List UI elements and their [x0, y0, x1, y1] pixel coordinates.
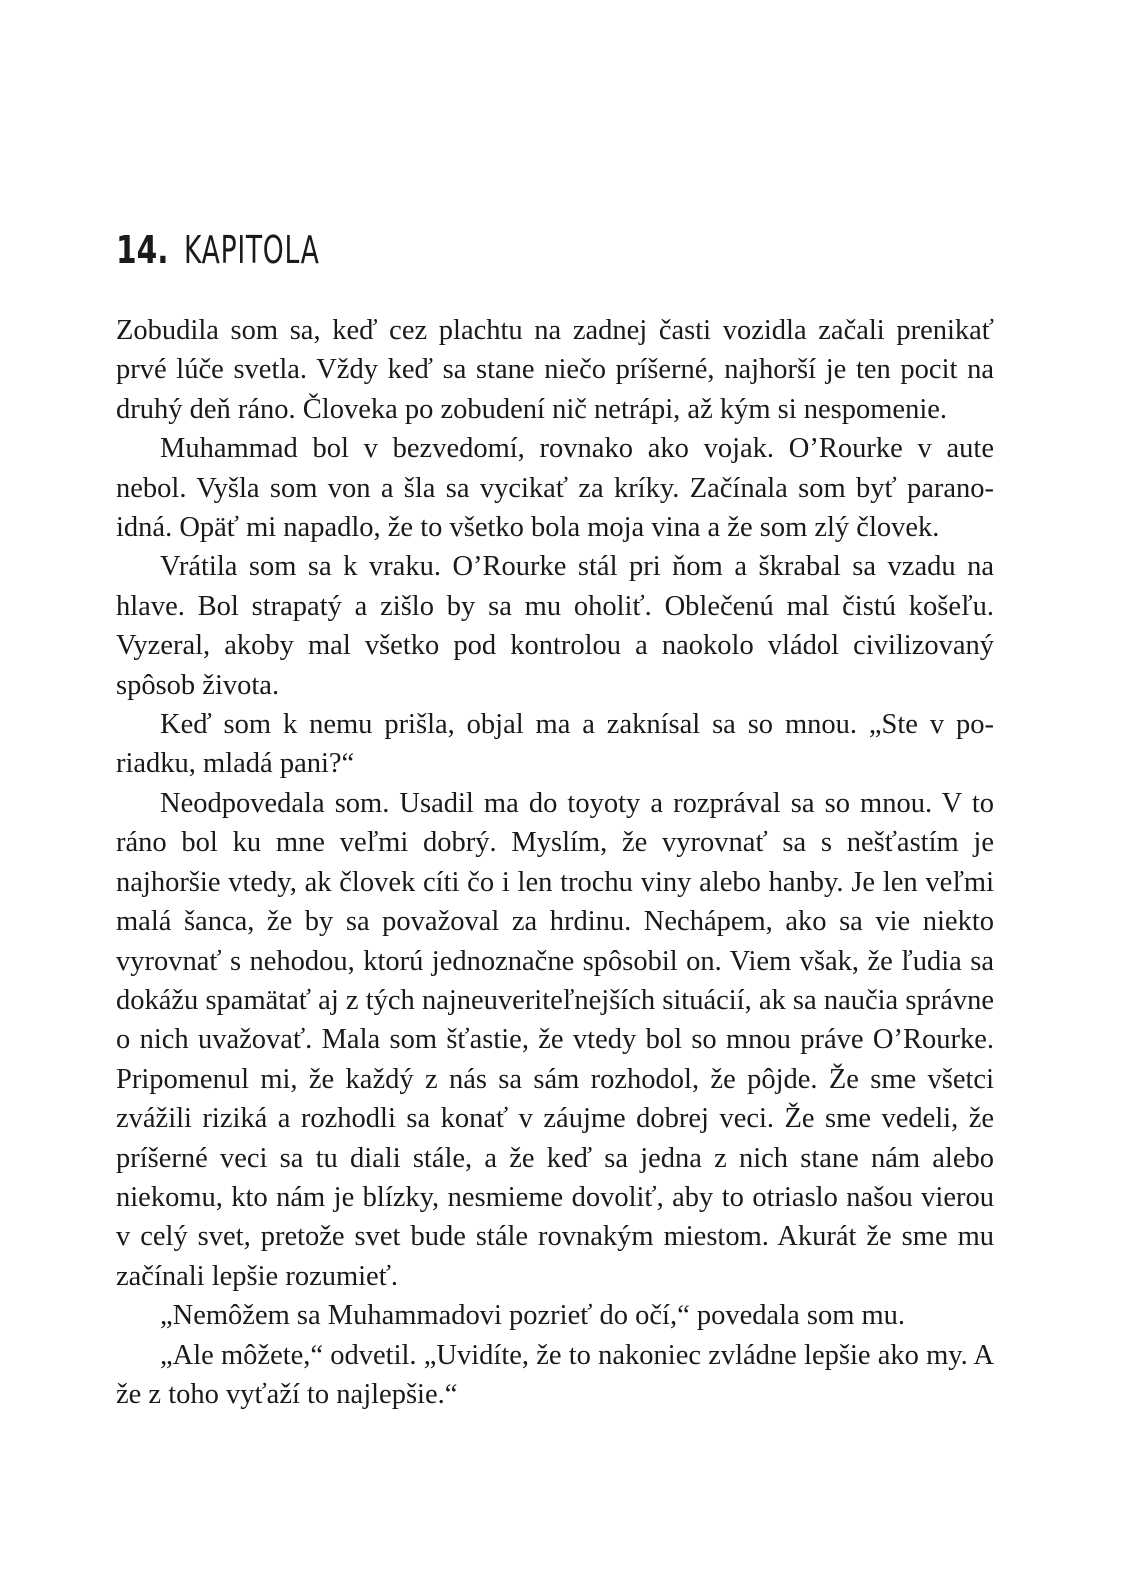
paragraph: Vrátila som sa k vraku. O’Rourke stál pri ňom a škrabal sa vzadu na hlave. Bol strapatý a zišlo by sa mu oholiť. Oblečenú mal čistú košeľu. Vyzeral, akoby mal všetko pod kontrolou a naokolo vládol civilizovaný spôsob života.	[116, 551, 994, 701]
chapter-number: 14.	[116, 228, 169, 272]
chapter-word: KAPITOLA	[184, 228, 320, 272]
paragraph: Keď som k nemu prišla, objal ma a zaknísal sa so mnou. „Ste v poriadku, mladá pani?“	[116, 709, 994, 780]
chapter-heading	[116, 228, 378, 272]
paragraph: Muhammad bol v bezvedomí, rovnako ako vojak. O’Rourke v aute nebol. Vyšla som von a šla sa vycikať za kríky. Začínala som byť paranoidná. Opäť mi napadlo, že to všetko bola moja vina a že som zlý človek.	[116, 433, 994, 544]
paragraph: Zobudila som sa, keď cez plachtu na zadnej časti vozidla začali prenikať prvé lúče svetla. Vždy keď sa stane niečo príšerné, najhorší je ten pocit na druhý deň ráno. Človeka po zobudení nič netrápi, až kým si nespomenie.	[116, 315, 994, 425]
paragraph: „Ale môžete,“ odvetil. „Uvidíte, že to nakoniec zvládne lepšie ako my. A že z toho vyťaží to najlepšie.“	[116, 1339, 994, 1410]
paragraph: Neodpovedala som. Usadil ma do toyoty a rozprával sa so mnou. V to ráno bol ku mne veľmi dobrý. Myslím, že vyrovnať sa s nešťastím je najhoršie vtedy, ak človek cíti čo i len trochu viny alebo hanby. Je len veľmi malá šanca, že by sa považoval za hrdinu. Nechápem, ako sa vie niekto vyrovnať s nehodou, ktorú jednoznačne spôsobil on. Viem však, že ľudia sa dokážu spamätať aj z tých najneuveriteľnejších situácií, ak sa naučia správne o nich uvažovať. Mala som šťastie, že vtedy bol so mnou práve O’Rourke. Pripomenul mi, že každý z nás sa sám rozhodol, že pôjde. Že sme všetci zvážili riziká a rozhodli sa konať v záujme dobrej veci. Že sme vedeli, že príšerné veci sa tu diali stále, a že keď sa jedna z nich stane nám alebo niekomu, kto nám je blízky, nesmieme dovoliť, aby to otriaslo našou vierou v celý svet, pretože svet bude stále rovnakým miestom. Akurát že sme mu začínali lepšie rozumieť.	[116, 787, 994, 1292]
paragraph: „Nemôžem sa Muhammadovi pozrieť do očí,“ povedala som mu.	[160, 1300, 906, 1332]
chapter-text	[116, 311, 994, 1414]
